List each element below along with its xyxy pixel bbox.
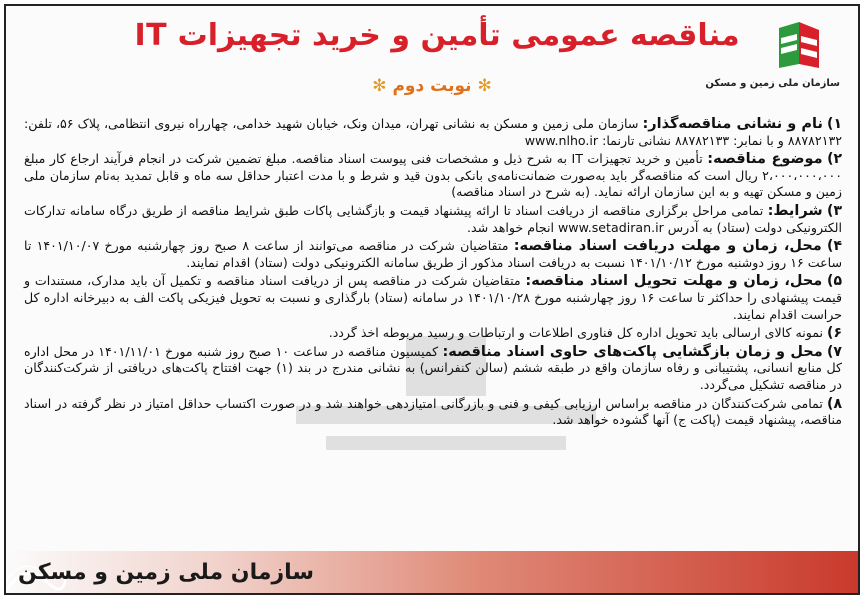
page-title: مناقصه عمومی تأمین و خرید تجهیزات IT: [134, 18, 740, 53]
footer-org-name: سازمان ملی زمین و مسکن: [17, 559, 315, 585]
item-text: کمیسیون مناقصه در ساعت ۱۰ صبح روز شنبه مورخ ۱۴۰۱/۱۱/۰۱ در محل اداره کل منابع انسانی، پشتیبانی و رفاه سازمان واقع در طبقه ششم (سالن کنفرانس) به نشانی مندرج در بند (۱) جهت افتتاح پاکت‌های دریافتی از شرکت‌کنندگان در مناقصه تشکیل می‌گردد.: [24, 343, 842, 392]
footer-bar: [6, 551, 858, 593]
item-number: ۷): [827, 343, 842, 360]
star-icon: ✻: [372, 76, 387, 96]
notice-item: [24, 273, 842, 323]
logo: [705, 20, 840, 89]
item-number: ۴): [827, 238, 842, 255]
item-number: ۱): [827, 116, 842, 132]
item-number: ۶): [827, 325, 842, 342]
star-icon: ✻: [477, 76, 492, 96]
item-text: تمامی مراحل برگزاری مناقصه از دریافت اسناد تا ارائه پیشنهاد قیمت و بازگشایی پاکات طبق شرایط مناقصه از طریق درگاه سامانه تدارکات الکترونیکی دولت (ستاد) به آدرس www.setadiran.ir انجام خواهد شد.: [24, 202, 842, 235]
logo-caption: سازمان ملی زمین و مسکن: [705, 78, 840, 89]
item-text: نمونه کالای ارسالی باید تحویل اداره کل فناوری اطلاعات و ارتباطات و رسید مربوطه اخذ گردد.: [328, 325, 824, 341]
notice-item: [24, 396, 842, 429]
notice-item: [24, 116, 842, 149]
item-number: ۸): [827, 395, 842, 412]
round-label: [306, 76, 558, 96]
item-heading: محل، زمان و مهلت دریافت اسناد مناقصه:: [513, 238, 822, 255]
item-heading: نام و نشانی مناقصه‌گذار:: [642, 116, 823, 132]
notice-item: [24, 344, 842, 394]
notice-item: [24, 203, 842, 236]
item-number: ۵): [827, 273, 842, 290]
notice-item: [24, 238, 842, 271]
item-heading: محل، زمان و مهلت تحویل اسناد مناقصه:: [525, 273, 823, 290]
round-text: نوبت دوم: [392, 76, 472, 96]
item-text: تأمین و خرید تجهیزات IT به شرح ذیل و مشخصات فنی پیوست اسناد مناقصه. مبلغ تضمین شرکت در انجام فرآیند ارجاع کار مبلغ ۲،۰۰۰،۰۰۰،۰۰۰ ریال است که مناقصه‌گر باید به‌صورت ضمانت‌نامه‌ی بانکی بدون قید و شرط و با مدت اعتبار حداقل سه ماه و قابل تمدید به‌نام سازمان ملی زمین و مسکن تهیه و به این سازمان ارائه نماید. (به شرح در اسناد مناقصه): [24, 151, 842, 200]
item-text: سازمان ملی زمین و مسکن به نشانی تهران، میدان ونک، خیابان شهید خدامی، چهارراه نیروی انتظامی، پلاک ۵۶، تلفن: ۸۸۷۸۲۱۳۲ و با نمابر: ۸۸۷۸۲۱۳۳ نشانی تارنما: www.nlho.ir: [24, 116, 842, 148]
tender-notice: [4, 4, 860, 595]
item-heading: موضوع مناقصه:: [707, 151, 823, 168]
item-text: متقاضیان شرکت در مناقصه پس از دریافت اسناد مناقصه و تکمیل آن باید مدارک، مستندات و قیمت پیشنهادی را حداکثر تا ساعت ۱۶ روز چهارشنبه مورخ ۱۴۰۱/۱۰/۲۸ در سامانه (ستاد) بارگذاری و نسبت به تحویل فیزیکی پاکت الف به دبیرخانه اداره کل حراست اقدام نمایند.: [24, 273, 842, 322]
notice-body: [24, 116, 842, 431]
item-number: ۲): [827, 151, 843, 168]
item-text: تمامی شرکت‌کنندگان در مناقصه براساس ارزیابی کیفی و فنی و بازرگانی امتیازدهی خواهند شد و در صورت اکتساب حداقل امتیاز در نظر گرفته در اسناد مناقصه، پیشنهاد قیمت (پاکت ج) آنها گشوده خواهد شد.: [24, 395, 842, 428]
item-heading: شرایط:: [767, 202, 823, 219]
item-text: متقاضیان شرکت در مناقصه می‌توانند از ساعت ۸ صبح روز چهارشنبه مورخ ۱۴۰۱/۱۰/۰۷ تا ساعت ۱۶ روز دوشنبه مورخ ۱۴۰۱/۱۰/۱۲ نسبت به دریافت اسناد مذکور از طریق سامانه الکترونیکی دولت (ستاد) اقدام نمایند.: [24, 238, 842, 270]
item-number: ۳): [827, 202, 842, 219]
notice-item: [24, 151, 842, 201]
item-heading: محل و زمان بازگشایی پاکت‌های حاوی اسناد مناقصه:: [442, 343, 823, 360]
organization-logo-icon: [769, 20, 829, 70]
notice-item: [24, 325, 842, 342]
